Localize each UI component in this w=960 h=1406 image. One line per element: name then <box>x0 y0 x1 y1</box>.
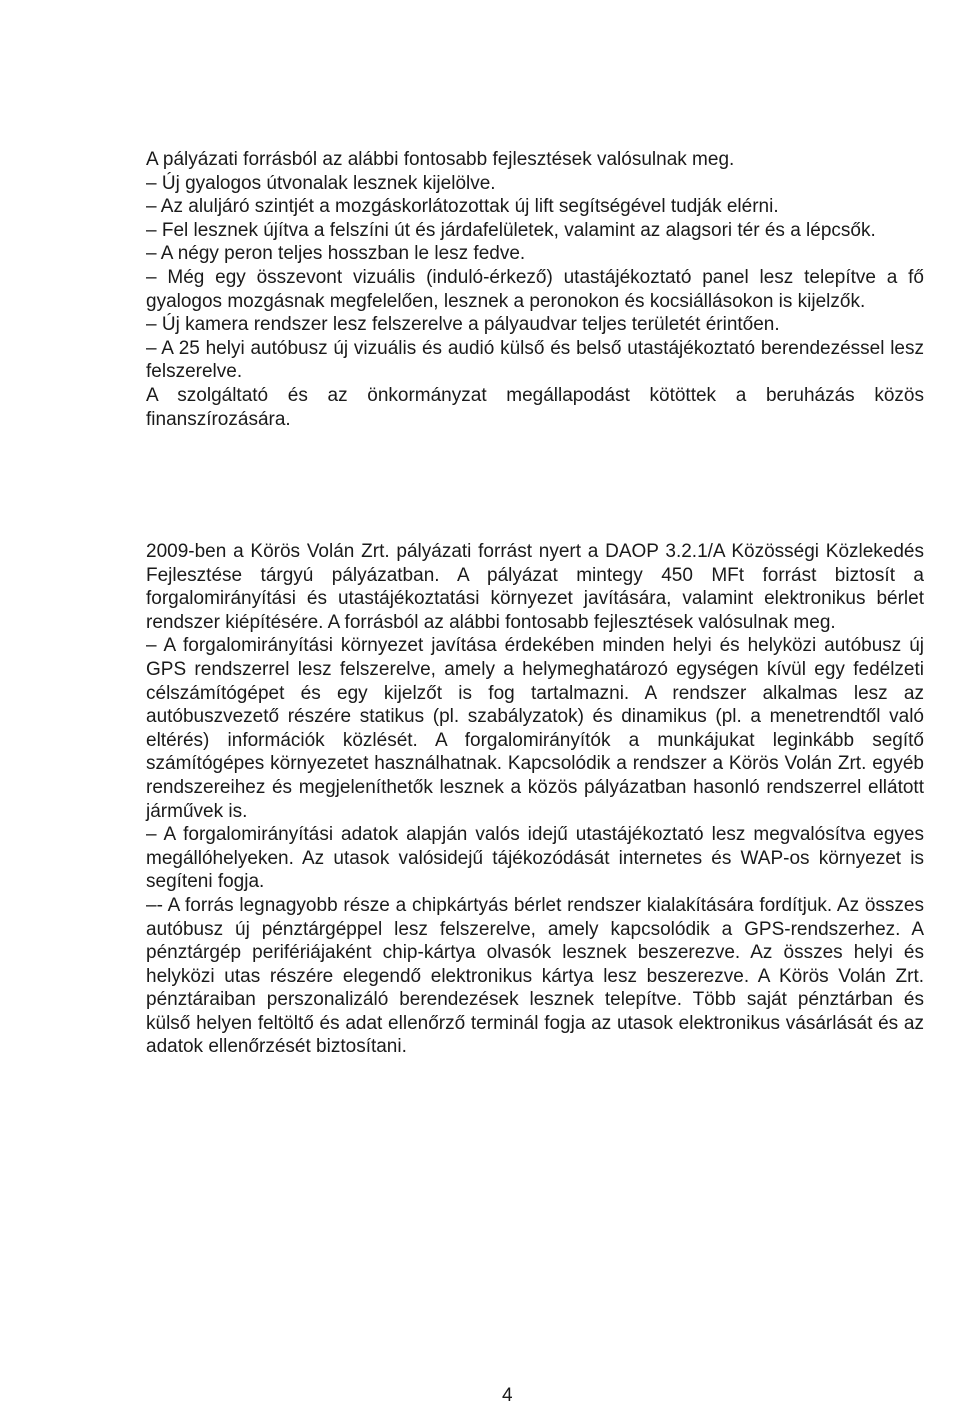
list-item: – Fel lesznek újítva a felszíni út és járdafelületek, valamint az alagsori tér és a lépcsők. <box>146 219 876 241</box>
list-item: – Új gyalogos útvonalak lesznek kijelölve. <box>146 172 496 194</box>
intro-paragraph: 2009-ben a Körös Volán Zrt. pályázati forrást nyert a DAOP 3.2.1/A Közösségi Közlekedés Fejlesztése tárgyú pályázatban. A pályázat mintegy 450 MFt forrást biztosít a forgalomirányítási és utastájékoztatási környezet javítására, valamint elektronikus bérlet rendszer kiépítésére. A forrásból az alábbi fontosabb fejlesztések valósulnak meg. <box>146 541 924 633</box>
list-item: – A 25 helyi autóbusz új vizuális és audió külső és belső utastájékoztató berendezéssel lesz felszerelve. <box>146 337 924 383</box>
section-station-development <box>146 148 924 431</box>
page-number: 4 <box>502 1385 513 1406</box>
list-item: – A négy peron teljes hosszban le lesz fedve. <box>146 243 526 265</box>
list-item: – Új kamera rendszer lesz felszerelve a pályaudvar teljes területét érintően. <box>146 314 780 336</box>
list-item: – Az aluljáró szintjét a mozgáskorlátozottak új lift segítségével tudják elérni. <box>146 196 779 218</box>
list-item: –- A forrás legnagyobb része a chipkártyás bérlet rendszer kialakítására fordítjuk. Az összes autóbusz új pénztárgéppel lesz felszerelve, amely kapcsolódik a GPS-rendszerhez. A pénztárgép perifériájaként chip-kártya olvasók lesznek beszerezve. Az összes helyi és helyközi utas részére elegendő elektronikus kártya lesz beszerezve. A Körös Volán Zrt. pénztáraiban perszonalizáló berendezések lesznek telepítve. Több saját pénztárban és külső helyen feltöltő és adat ellenőrző terminál fogja az utasok elektronikus vásárlását és az adatok ellenőrzését biztosítani. <box>146 894 924 1058</box>
list-item: – Még egy összevont vizuális (induló-érkező) utastájékoztató panel lesz telepítve a fő gyalogos mozgásnak megfelelően, lesznek a peronokon és kocsiállásokon is kijelzők. <box>146 266 924 312</box>
list-item: – A forgalomirányítási környezet javítása érdekében minden helyi és helyközi autóbusz új GPS rendszerrel lesz felszerelve, amely a helymeghatározó egységen kívül egy fedélzeti célszámítógépet és egy kijelzőt is fog tartalmazni. A rendszer alkalmas lesz az autóbuszvezető részére statikus (pl. szabályzatok) és dinamikus (pl. a menetrendtől való eltérés) információk közlését. A forgalomirányítók a munkájukat leginkább segítő számítógépes környezetet használhatnak. Kapcsolódik a rendszer a Körös Volán Zrt. egyéb rendszereihez és megjeleníthetők lesznek a közös pályázatban hasonló rendszerrel ellátott járművek is. <box>146 635 924 822</box>
section-koros-volan-project <box>146 540 924 1059</box>
intro-paragraph: A pályázati forrásból az alábbi fontosabb fejlesztések valósulnak meg. <box>146 149 735 170</box>
list-item: – A forgalomirányítási adatok alapján valós idejű utastájékoztató lesz megvalósítva egyes megállóhelyeken. Az utasok valósidejű tájékozódását internetes és WAP-os környezet is segíteni fogja. <box>146 824 924 893</box>
closing-paragraph: A szolgáltató és az önkormányzat megállapodást kötöttek a beruházás közös finanszírozására. <box>146 384 924 430</box>
